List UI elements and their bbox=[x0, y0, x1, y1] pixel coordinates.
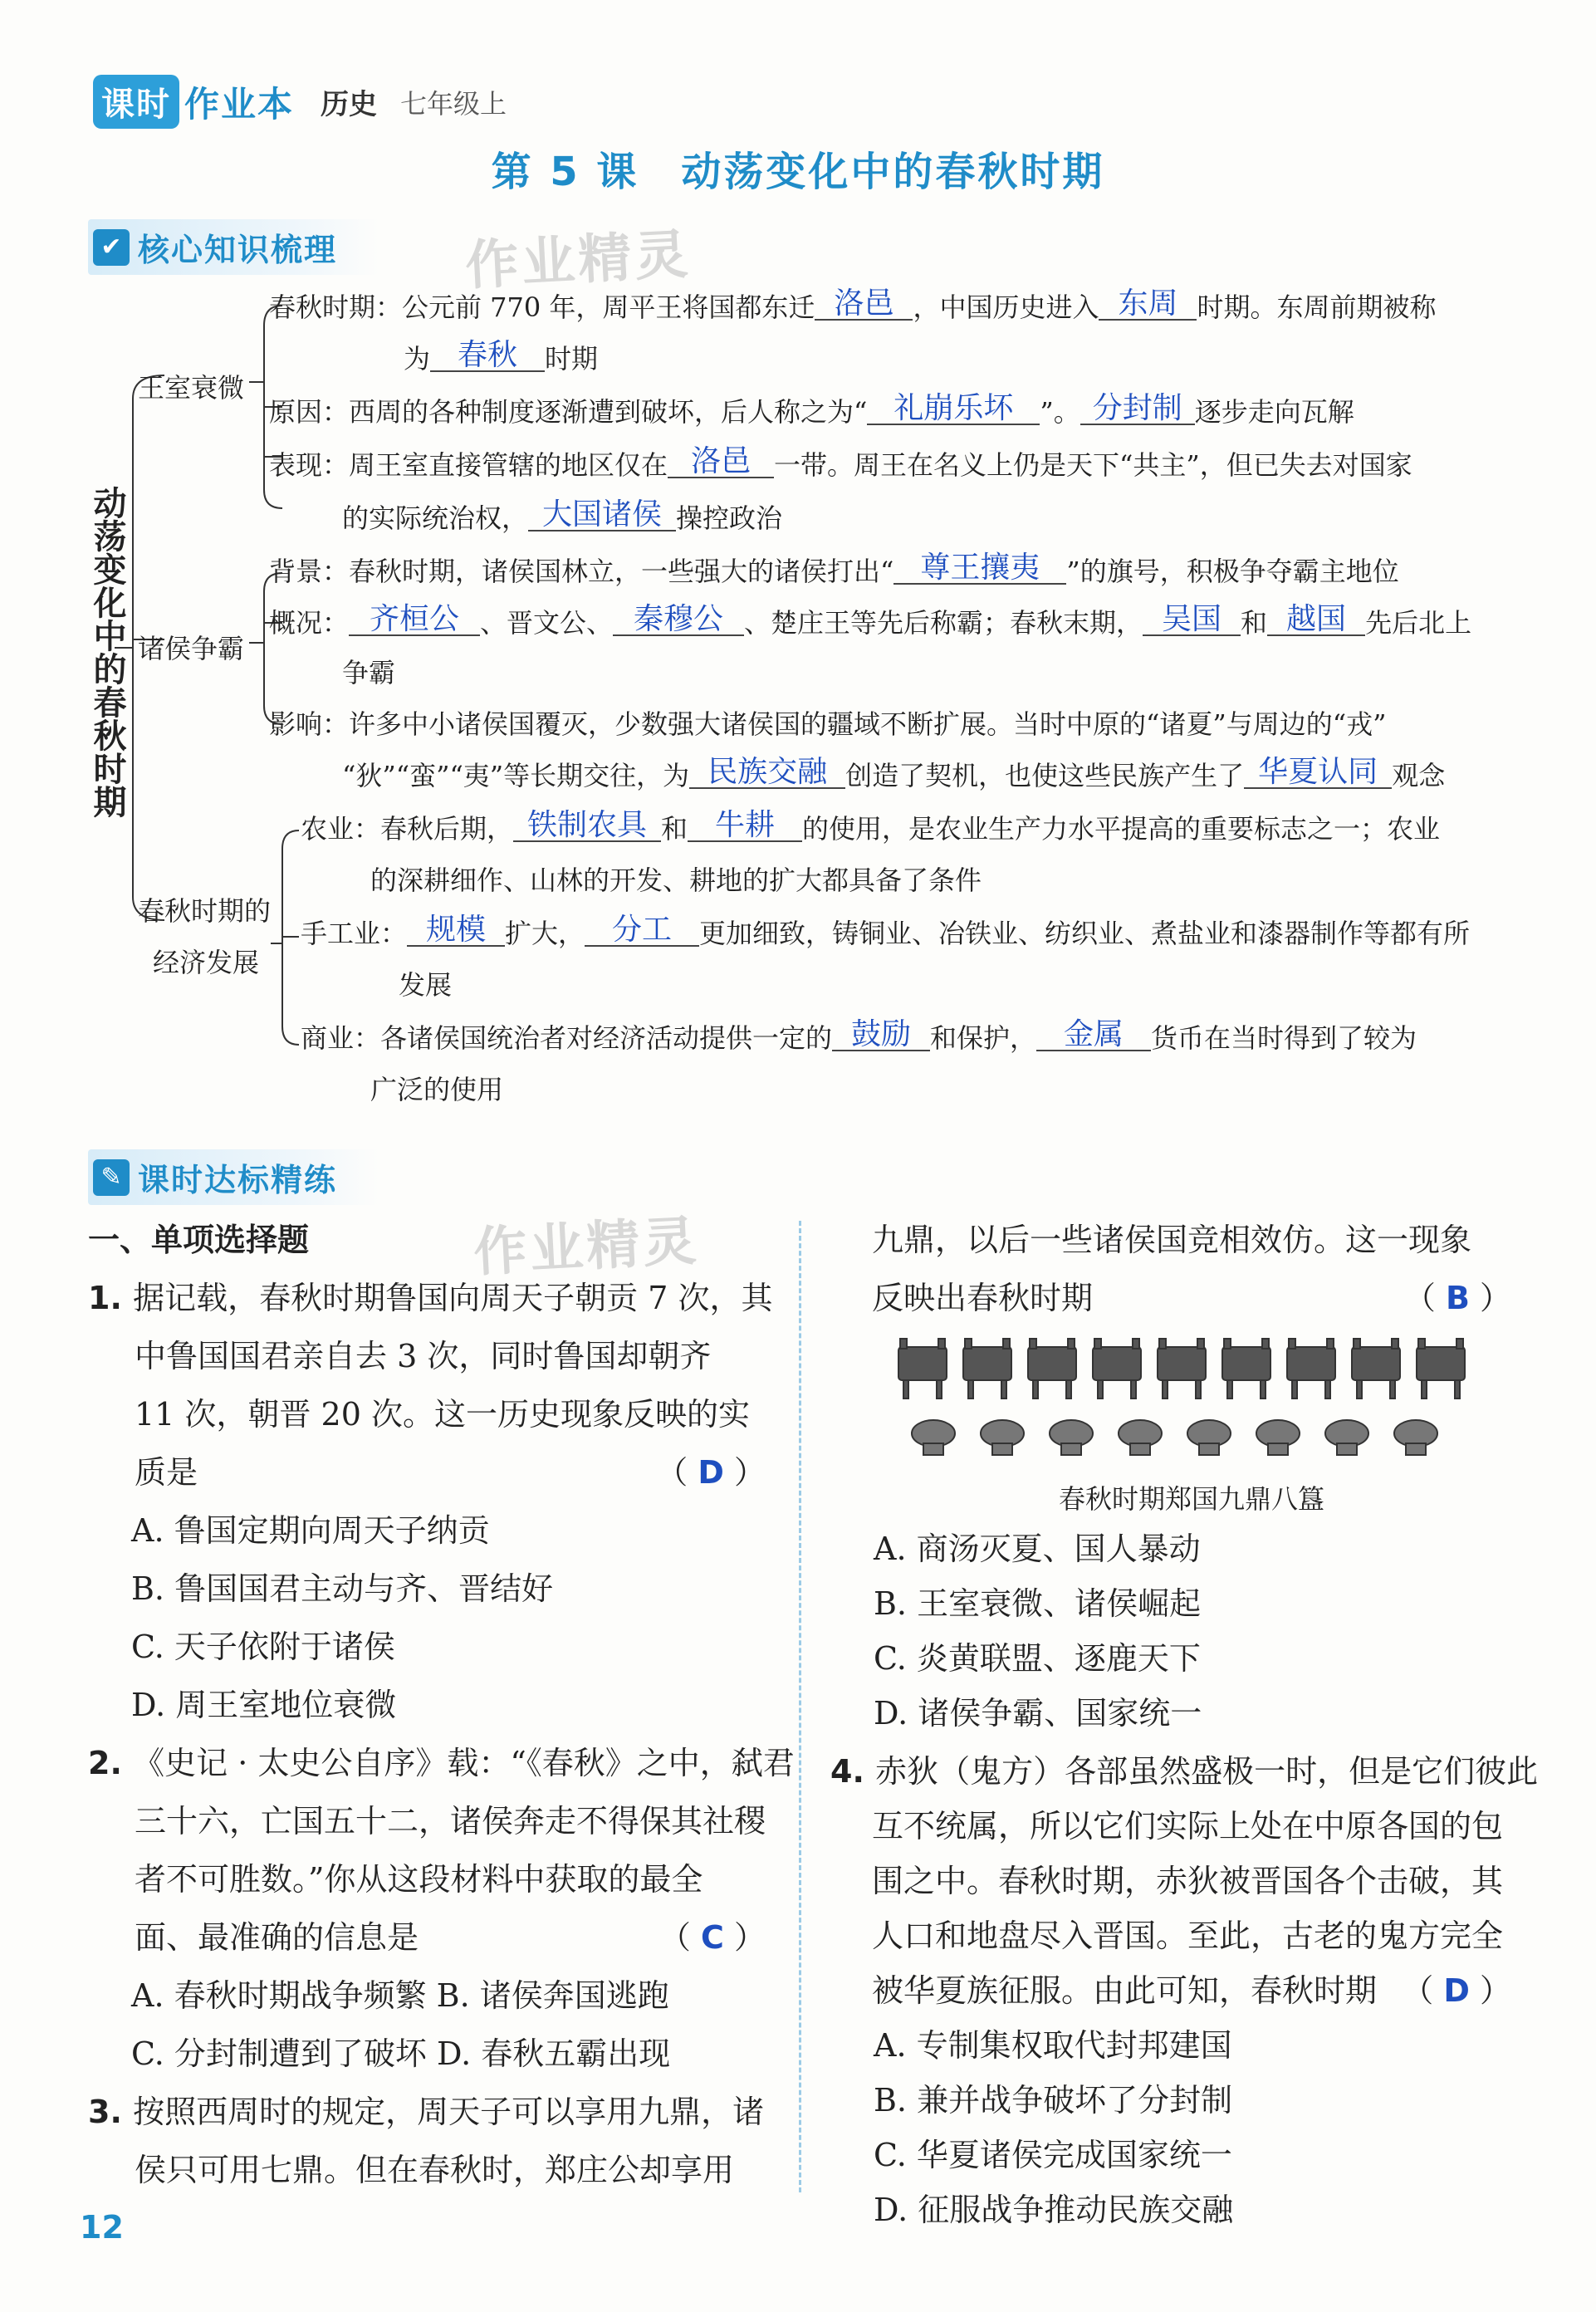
tree-line: 原因：西周的各种制度逐渐遭到破坏，后人称之为“ 礼崩乐坏 ”。 分封制 逐步走向瓦解 bbox=[269, 391, 1354, 428]
option: C. 分封制遭到了破坏 D. 春秋五霸出现 bbox=[131, 2035, 671, 2072]
section-title: 课时达标精练 bbox=[138, 1162, 338, 1198]
question-text: 围之中。春秋时期，赤狄被晋国各个击破，其 bbox=[872, 1863, 1504, 1899]
column-divider bbox=[799, 1221, 801, 2192]
answer-blank: 分封制 bbox=[1080, 394, 1195, 425]
tree-root-title bbox=[86, 486, 128, 827]
tree-line: 的实际统治权， 大国诸侯 操控政治 bbox=[342, 497, 783, 534]
answer-blank: 规模 bbox=[407, 915, 505, 947]
question-text: 侯只可用七鼎。但在春秋时，郑庄公却享用 bbox=[135, 2152, 735, 2188]
answer-paren: （ D ） bbox=[1402, 1972, 1511, 2009]
tree-root-text: 动荡变化中的春秋时期 bbox=[88, 486, 126, 818]
watermark: 作业精灵 bbox=[463, 223, 693, 298]
question-text: 三十六，亡国五十二，诸侯奔走不得保其社稷 bbox=[135, 1803, 766, 1839]
answer-choice: D bbox=[1443, 1972, 1470, 2009]
answer-blank: 民族交融 bbox=[689, 757, 845, 789]
checkmark-icon: ✔ bbox=[93, 229, 130, 266]
image-caption: 春秋时期郑国九鼎八簋 bbox=[1058, 1483, 1324, 1515]
option: B. 王室衰微、诸侯崛起 bbox=[874, 1585, 1202, 1622]
option: C. 天子依附于诸侯 bbox=[131, 1629, 395, 1665]
option: B. 鲁国国君主动与齐、晋结好 bbox=[131, 1570, 554, 1607]
tree-line: 商业：各诸侯国统治者对经济活动提供一定的 鼓励 和保护， 金属 货币在当时得到了较为 bbox=[301, 1017, 1417, 1054]
section-heading-practice bbox=[88, 1149, 379, 1205]
option: B. 兼并战争破坏了分封制 bbox=[874, 2082, 1233, 2119]
question-text: 九鼎，以后一些诸侯国竞相效仿。这一现象 bbox=[872, 1222, 1472, 1258]
answer-blank: 齐桓公 bbox=[349, 605, 480, 636]
branch-label-hegemony: 诸侯争霸 bbox=[138, 633, 245, 664]
answer-blank: 鼓励 bbox=[832, 1020, 930, 1051]
option: D. 征服战争推动民族交融 bbox=[874, 2192, 1234, 2228]
question-text: 面、最准确的信息是 （ C ） bbox=[88, 1908, 766, 1967]
question-text: 11 次，朝晋 20 次。这一历史现象反映的实 bbox=[135, 1396, 750, 1433]
tree-line: 春秋时期：公元前 770 年，周平王将国都东迁 洛邑 ，中国历史进入 东周 时期。东周前期被称 bbox=[269, 287, 1437, 323]
branch-label-economy-2: 经济发展 bbox=[153, 947, 260, 978]
answer-blank: 洛邑 bbox=[668, 447, 774, 478]
lesson-title: 第 5 课 动荡变化中的春秋时期 bbox=[491, 149, 1105, 195]
brand-logo-text: 作业本 bbox=[184, 83, 295, 125]
answer-blank: 华夏认同 bbox=[1244, 757, 1392, 789]
question-text: 互不统属，所以它们实际上处在中原各国的包 bbox=[872, 1808, 1504, 1844]
question-text: 质是 （ D ） bbox=[88, 1443, 766, 1501]
question-text: 人口和地盘尽入晋国。至此，古老的鬼方完全 bbox=[872, 1918, 1504, 1954]
question-text: 被华夏族征服。由此可知，春秋时期 （ D ） bbox=[872, 1962, 1511, 2020]
answer-paren: （ D ） bbox=[656, 1454, 766, 1491]
questions-right-column bbox=[830, 1211, 1539, 2239]
answer-blank: 大国诸侯 bbox=[528, 500, 676, 531]
tree-line: 发展 bbox=[399, 969, 453, 1001]
question-2: 2. 《史记 · 太史公自序》载：“《春秋》之中，弑君 bbox=[88, 1745, 795, 1781]
tree-line: 为 春秋 时期 bbox=[404, 338, 599, 375]
question-text: 中鲁国国君亲自去 3 次，同时鲁国却朝齐 bbox=[135, 1338, 712, 1374]
branch-label-economy-1: 春秋时期的 bbox=[138, 895, 272, 927]
answer-blank: 尊王攘夷 bbox=[893, 553, 1066, 585]
tree-line: 手工业： 规模 扩大， 分工 更加细致，铸铜业、冶铁业、纺织业、煮盐业和漆器制作等都有所 bbox=[301, 913, 1471, 949]
question-1: 1. 据记载，春秋时期鲁国向周天子朝贡 7 次，其 bbox=[88, 1280, 773, 1316]
tree-line: 农业：春秋后期， 铁制农具 和 牛耕 的使用，是农业生产力水平提高的重要标志之一；农业 bbox=[301, 808, 1441, 845]
tree-line: 的深耕细作、山林的开发、耕地的扩大都具备了条件 bbox=[370, 865, 982, 896]
tree-line: 背景：春秋时期，诸侯国林立，一些强大的诸侯打出“ 尊王攘夷 ”的旗号，积极争夺霸主地位 bbox=[269, 551, 1399, 587]
tree-line: 广泛的使用 bbox=[370, 1074, 504, 1105]
answer-blank: 东周 bbox=[1099, 289, 1197, 321]
answer-blank: 礼崩乐坏 bbox=[867, 394, 1040, 425]
answer-blank: 吴国 bbox=[1143, 605, 1241, 636]
option: D. 周王室地位衰微 bbox=[131, 1687, 397, 1723]
brand-logo-box: 课时 bbox=[93, 75, 179, 129]
tree-line: 争霸 bbox=[342, 657, 396, 688]
answer-blank: 牛耕 bbox=[688, 811, 802, 842]
tree-line: “狄”“蛮”“夷”等长期交往，为 民族交融 创造了契机，也使这些民族产生了 华夏认同 观念 bbox=[342, 755, 1446, 791]
tree-line: 影响：许多中小诸侯国覆灭，少数强大诸侯国的疆域不断扩展。当时中原的“诸夏”与周边的“戎” bbox=[269, 708, 1387, 740]
tree-line: 表现：周王室直接管辖的地区仅在 洛邑 一带。周王在名义上仍是天下“共主”，但已失去对国家 bbox=[269, 444, 1412, 481]
question-4: 4. 赤狄（鬼方）各部虽然盛极一时，但是它们彼此 bbox=[830, 1753, 1539, 1790]
answer-blank: 铁制农具 bbox=[513, 811, 661, 842]
answer-choice: C bbox=[701, 1919, 724, 1956]
answer-blank: 秦穆公 bbox=[613, 605, 744, 636]
answer-blank: 洛邑 bbox=[815, 289, 913, 321]
answer-paren: （ B ） bbox=[1403, 1280, 1511, 1316]
tree-line: 概况： 齐桓公 、晋文公、 秦穆公 、楚庄王等先后称霸；春秋末期， 吴国 和 越国 先后北上 bbox=[269, 602, 1472, 639]
answer-blank: 分工 bbox=[585, 915, 699, 947]
option: D. 诸侯争霸、国家统一 bbox=[874, 1695, 1202, 1732]
section-title: 核心知识梳理 bbox=[138, 232, 338, 268]
answer-paren: （ C ） bbox=[658, 1919, 766, 1956]
watermark: 作业精灵 bbox=[472, 1210, 702, 1285]
answer-blank: 金属 bbox=[1036, 1020, 1151, 1051]
nine-ding-eight-gui-image bbox=[892, 1335, 1490, 1477]
branch-label-royal-decline: 王室衰微 bbox=[138, 372, 245, 404]
option: A. 商汤灭夏、国人暴动 bbox=[874, 1531, 1201, 1567]
questions-left-column bbox=[88, 1211, 795, 2199]
pencil-icon: ✎ bbox=[93, 1159, 130, 1196]
answer-blank: 春秋 bbox=[430, 340, 545, 372]
answer-blank: 越国 bbox=[1267, 605, 1365, 636]
page-number: 12 bbox=[80, 2209, 124, 2246]
answer-choice: B bbox=[1445, 1280, 1470, 1316]
part-title: 一、单项选择题 bbox=[88, 1222, 310, 1258]
option: A. 鲁国定期向周天子纳贡 bbox=[131, 1512, 490, 1549]
question-text: 反映出春秋时期 （ B ） bbox=[872, 1269, 1511, 1327]
question-3: 3. 按照西周时的规定，周天子可以享用九鼎，诸 bbox=[88, 2094, 765, 2130]
question-text: 者不可胜数。”你从这段材料中获取的最全 bbox=[135, 1861, 703, 1898]
option: A. 春秋时期战争频繁 B. 诸侯奔国逃跑 bbox=[131, 1977, 669, 2014]
answer-choice: D bbox=[698, 1454, 724, 1491]
option: C. 华夏诸侯完成国家统一 bbox=[874, 2137, 1232, 2173]
subject-label: 历史 bbox=[321, 88, 378, 121]
option: A. 专制集权取代封邦建国 bbox=[874, 2027, 1232, 2064]
grade-label: 七年级上 bbox=[400, 87, 507, 120]
option: C. 炎黄联盟、逐鹿天下 bbox=[874, 1640, 1201, 1677]
